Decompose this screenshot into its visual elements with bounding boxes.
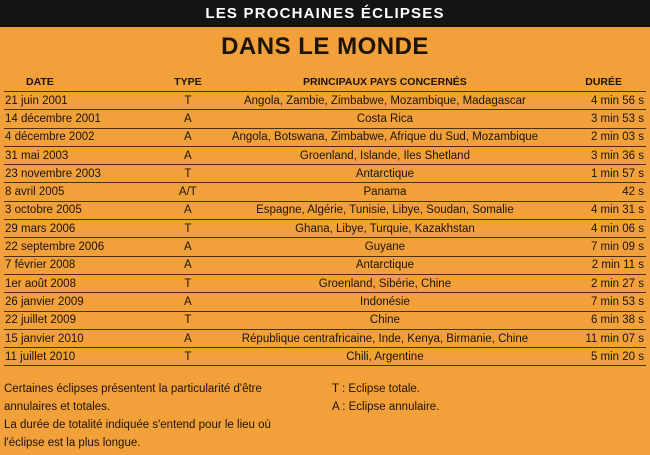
- page-title: DANS LE MONDE: [221, 33, 429, 60]
- cell-type: A: [146, 256, 230, 274]
- cell-duration: 2 min 03 s: [540, 128, 646, 146]
- footnote-line: l'éclipse est la plus longue.: [4, 437, 141, 449]
- cell-duration: 4 min 31 s: [540, 201, 646, 219]
- banner-title: LES PROCHAINES ÉCLIPSES: [205, 5, 445, 22]
- cell-duration: 11 min 07 s: [540, 329, 646, 347]
- cell-countries: Panama: [230, 183, 540, 201]
- cell-date: 14 décembre 2001: [4, 110, 146, 128]
- cell-countries: Groenland, Sibérie, Chine: [230, 274, 540, 292]
- cell-date: 26 janvier 2009: [4, 293, 146, 311]
- footnotes: [4, 380, 324, 452]
- cell-countries: Antarctique: [230, 165, 540, 183]
- footnote-line: annulaires et totales.: [4, 401, 111, 413]
- cell-duration: 5 min 20 s: [540, 348, 646, 366]
- table-body: [4, 92, 646, 366]
- cell-date: 8 avril 2005: [4, 183, 146, 201]
- table-row: [4, 110, 646, 128]
- cell-type: T: [146, 165, 230, 183]
- cell-duration: 2 min 11 s: [540, 256, 646, 274]
- cell-date: 7 février 2008: [4, 256, 146, 274]
- cell-countries: Angola, Zambie, Zimbabwe, Mozambique, Madagascar: [230, 92, 540, 110]
- cell-date: 21 juin 2001: [4, 92, 146, 110]
- table-row: [4, 165, 646, 183]
- cell-date: 15 janvier 2010: [4, 329, 146, 347]
- cell-duration: 6 min 38 s: [540, 311, 646, 329]
- cell-type: A: [146, 201, 230, 219]
- column-header-duration: DURÉE: [540, 73, 646, 92]
- top-banner: [0, 0, 650, 27]
- table-row: [4, 128, 646, 146]
- table-row: [4, 329, 646, 347]
- cell-type: A: [146, 146, 230, 164]
- cell-countries: Guyane: [230, 238, 540, 256]
- table-row: [4, 183, 646, 201]
- cell-type: A: [146, 110, 230, 128]
- cell-countries: Antarctique: [230, 256, 540, 274]
- column-header-type: TYPE: [146, 73, 230, 92]
- legend-annular: A : Eclipse annulaire.: [332, 401, 440, 413]
- cell-type: A: [146, 128, 230, 146]
- eclipse-table: [4, 73, 646, 366]
- cell-duration: 3 min 53 s: [540, 110, 646, 128]
- cell-type: A: [146, 293, 230, 311]
- table-row: [4, 274, 646, 292]
- column-header-countries: PRINCIPAUX PAYS CONCERNÉS: [230, 73, 540, 92]
- table-row: [4, 220, 646, 238]
- cell-duration: 2 min 27 s: [540, 274, 646, 292]
- cell-countries: Angola, Botswana, Zimbabwe, Afrique du Sud, Mozambique: [230, 128, 540, 146]
- cell-duration: 7 min 53 s: [540, 293, 646, 311]
- cell-date: 22 septembre 2006: [4, 238, 146, 256]
- cell-date: 3 octobre 2005: [4, 201, 146, 219]
- cell-duration: 42 s: [540, 183, 646, 201]
- cell-type: T: [146, 348, 230, 366]
- cell-duration: 4 min 56 s: [540, 92, 646, 110]
- cell-type: A/T: [146, 183, 230, 201]
- cell-countries: Chine: [230, 311, 540, 329]
- table-row: [4, 348, 646, 366]
- cell-countries: Espagne, Algérie, Tunisie, Libye, Soudan, Somalie: [230, 201, 540, 219]
- cell-duration: 7 min 09 s: [540, 238, 646, 256]
- cell-countries: Groenland, Islande, Iles Shetland: [230, 146, 540, 164]
- legend-total: T : Eclipse totale.: [332, 383, 420, 395]
- table-row: [4, 293, 646, 311]
- legend: [332, 380, 532, 416]
- column-header-date: DATE: [4, 73, 146, 92]
- table-row: [4, 92, 646, 110]
- cell-date: 23 novembre 2003: [4, 165, 146, 183]
- cell-type: A: [146, 329, 230, 347]
- cell-type: T: [146, 220, 230, 238]
- cell-date: 22 juillet 2009: [4, 311, 146, 329]
- cell-countries: Indonésie: [230, 293, 540, 311]
- cell-countries: Costa Rica: [230, 110, 540, 128]
- cell-type: T: [146, 274, 230, 292]
- cell-date: 29 mars 2006: [4, 220, 146, 238]
- table-row: [4, 311, 646, 329]
- cell-duration: 1 min 57 s: [540, 165, 646, 183]
- table-row: [4, 146, 646, 164]
- cell-type: A: [146, 238, 230, 256]
- footnote-line: Certaines éclipses présentent la particularité d'être: [4, 383, 262, 395]
- cell-type: T: [146, 311, 230, 329]
- cell-countries: République centrafricaine, Inde, Kenya, Birmanie, Chine: [230, 329, 540, 347]
- footnote-line: La durée de totalité indiquée s'entend pour le lieu où: [4, 419, 271, 431]
- cell-countries: Ghana, Libye, Turquie, Kazakhstan: [230, 220, 540, 238]
- table-row: [4, 256, 646, 274]
- table-header-row: [4, 73, 646, 92]
- cell-type: T: [146, 92, 230, 110]
- cell-date: 11 juillet 2010: [4, 348, 146, 366]
- cell-date: 4 décembre 2002: [4, 128, 146, 146]
- cell-date: 1er août 2008: [4, 274, 146, 292]
- table-row: [4, 201, 646, 219]
- cell-date: 31 mai 2003: [4, 146, 146, 164]
- cell-countries: Chili, Argentine: [230, 348, 540, 366]
- cell-duration: 4 min 06 s: [540, 220, 646, 238]
- table-row: [4, 238, 646, 256]
- cell-duration: 3 min 36 s: [540, 146, 646, 164]
